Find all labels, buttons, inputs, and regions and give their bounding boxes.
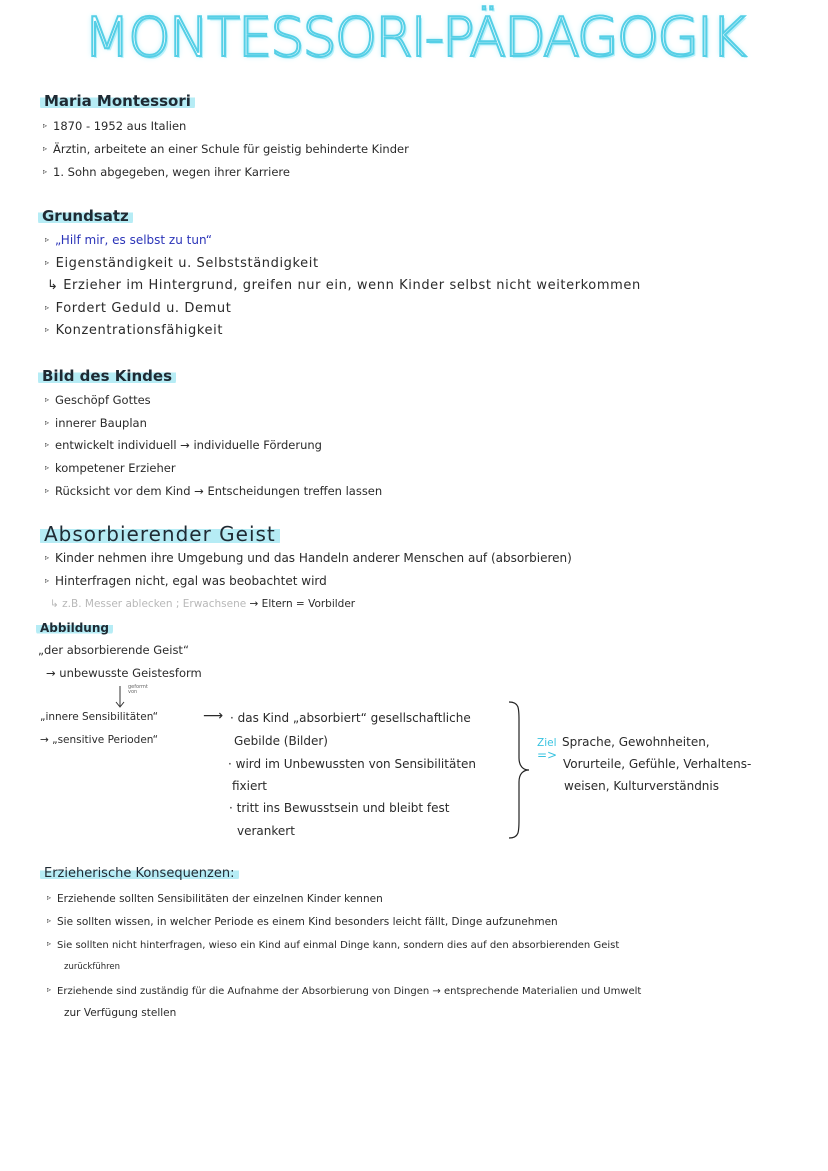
- list-item: ▹ Rücksicht vor dem Kind → Entscheidungen treffen lassen: [45, 484, 383, 498]
- list-item: ▹ Sie sollten nicht hinterfragen, wieso ein Kind auf einmal Dinge kann, sondern dies auf den absorbierenden Geist: [47, 939, 620, 951]
- diagram-text-line: fixiert: [232, 779, 268, 793]
- list-item: ▹ 1. Sohn abgegeben, wegen ihrer Karriere: [43, 165, 290, 179]
- list-item: ▹ Erziehende sind zuständig für die Aufnahme der Absorbierung von Dingen → entsprechende Materialien und Umwelt: [47, 985, 642, 997]
- ziel-label: Ziel: [537, 737, 557, 749]
- list-item: ▹ entwickelt individuell → individuelle Förderung: [45, 438, 322, 452]
- diagram-text-line: verankert: [237, 824, 295, 838]
- list-item-continuation: zur Verfügung stellen: [64, 1007, 177, 1019]
- ziel-arrow-icon: =>: [537, 748, 558, 762]
- ziel-text-line: Vorurteile, Gefühle, Verhaltens-: [563, 757, 752, 771]
- right-arrow-icon: ⟶: [203, 708, 224, 724]
- diagram-node-sensitive: → „sensitive Perioden“: [40, 734, 159, 746]
- list-item: ▹ Eigenständigkeit u. Selbstständigkeit: [45, 256, 319, 271]
- diagram-text-line: · tritt ins Bewusstsein und bleibt fest: [229, 801, 450, 815]
- list-item: ▹ Konzentrationsfähigkeit: [45, 323, 224, 338]
- list-item: ▹ Hinterfragen nicht, egal was beobachtet wird: [45, 574, 327, 588]
- list-item: ▹ Ärztin, arbeitete an einer Schule für geistig behinderte Kinder: [43, 142, 409, 156]
- diagram-text-line: · wird im Unbewussten von Sensibilitäten: [228, 757, 477, 771]
- list-item: ▹ kompetener Erzieher: [45, 461, 176, 475]
- diagram-title: „der absorbierende Geist“: [38, 643, 189, 657]
- diagram-node-inner: „innere Sensibilitäten“: [40, 711, 159, 723]
- heading-absorbierender-geist: Absorbierender Geist: [40, 522, 280, 546]
- page-title: MONTESSORI-PÄDAGOGIK: [83, 6, 745, 69]
- list-item: ▹ 1870 - 1952 aus Italien: [43, 119, 187, 133]
- ziel-text-line: weisen, Kulturverständnis: [564, 779, 719, 793]
- list-item: ▹ Erziehende sollten Sensibilitäten der einzelnen Kinder kennen: [47, 893, 383, 905]
- list-item: ▹ Fordert Geduld u. Demut: [45, 301, 232, 316]
- list-item: ▹ Geschöpf Gottes: [45, 393, 151, 407]
- arrow-label: geformt von: [128, 684, 148, 695]
- heading-grundsatz: Grundsatz: [38, 207, 133, 225]
- list-item-continuation: zurückführen: [64, 962, 121, 972]
- heading-erzieherische-konsequenzen: Erzieherische Konsequenzen:: [40, 866, 239, 881]
- example-line: ↳ z.B. Messer ablecken ; Erwachsene → Eltern = Vorbilder: [50, 598, 356, 610]
- diagram-text-line: Gebilde (Bilder): [234, 734, 328, 748]
- diagram-text-line: · das Kind „absorbiert“ gesellschaftliche: [230, 711, 471, 725]
- list-item: ▹ innerer Bauplan: [45, 416, 147, 430]
- heading-abbildung: Abbildung: [36, 621, 113, 635]
- heading-bild-des-kindes: Bild des Kindes: [38, 367, 176, 385]
- curly-brace-icon: [505, 700, 531, 840]
- list-item: ↳ Erzieher im Hintergrund, greifen nur ein, wenn Kinder selbst nicht weiterkommen: [47, 278, 641, 293]
- heading-maria-montessori: Maria Montessori: [40, 92, 195, 110]
- ziel-text-line: Sprache, Gewohnheiten,: [562, 735, 710, 749]
- diagram-node-unbewusst: → unbewusste Geistesform: [46, 666, 202, 680]
- list-item: ▹ Kinder nehmen ihre Umgebung und das Handeln anderer Menschen auf (absorbieren): [45, 551, 572, 565]
- quote-text: ▹ „Hilf mir, es selbst zu tun“: [45, 233, 212, 247]
- down-arrow-icon: [113, 686, 127, 710]
- list-item: ▹ Sie sollten wissen, in welcher Periode es einem Kind besonders leicht fällt, Dinge aufzunehmen: [47, 916, 558, 928]
